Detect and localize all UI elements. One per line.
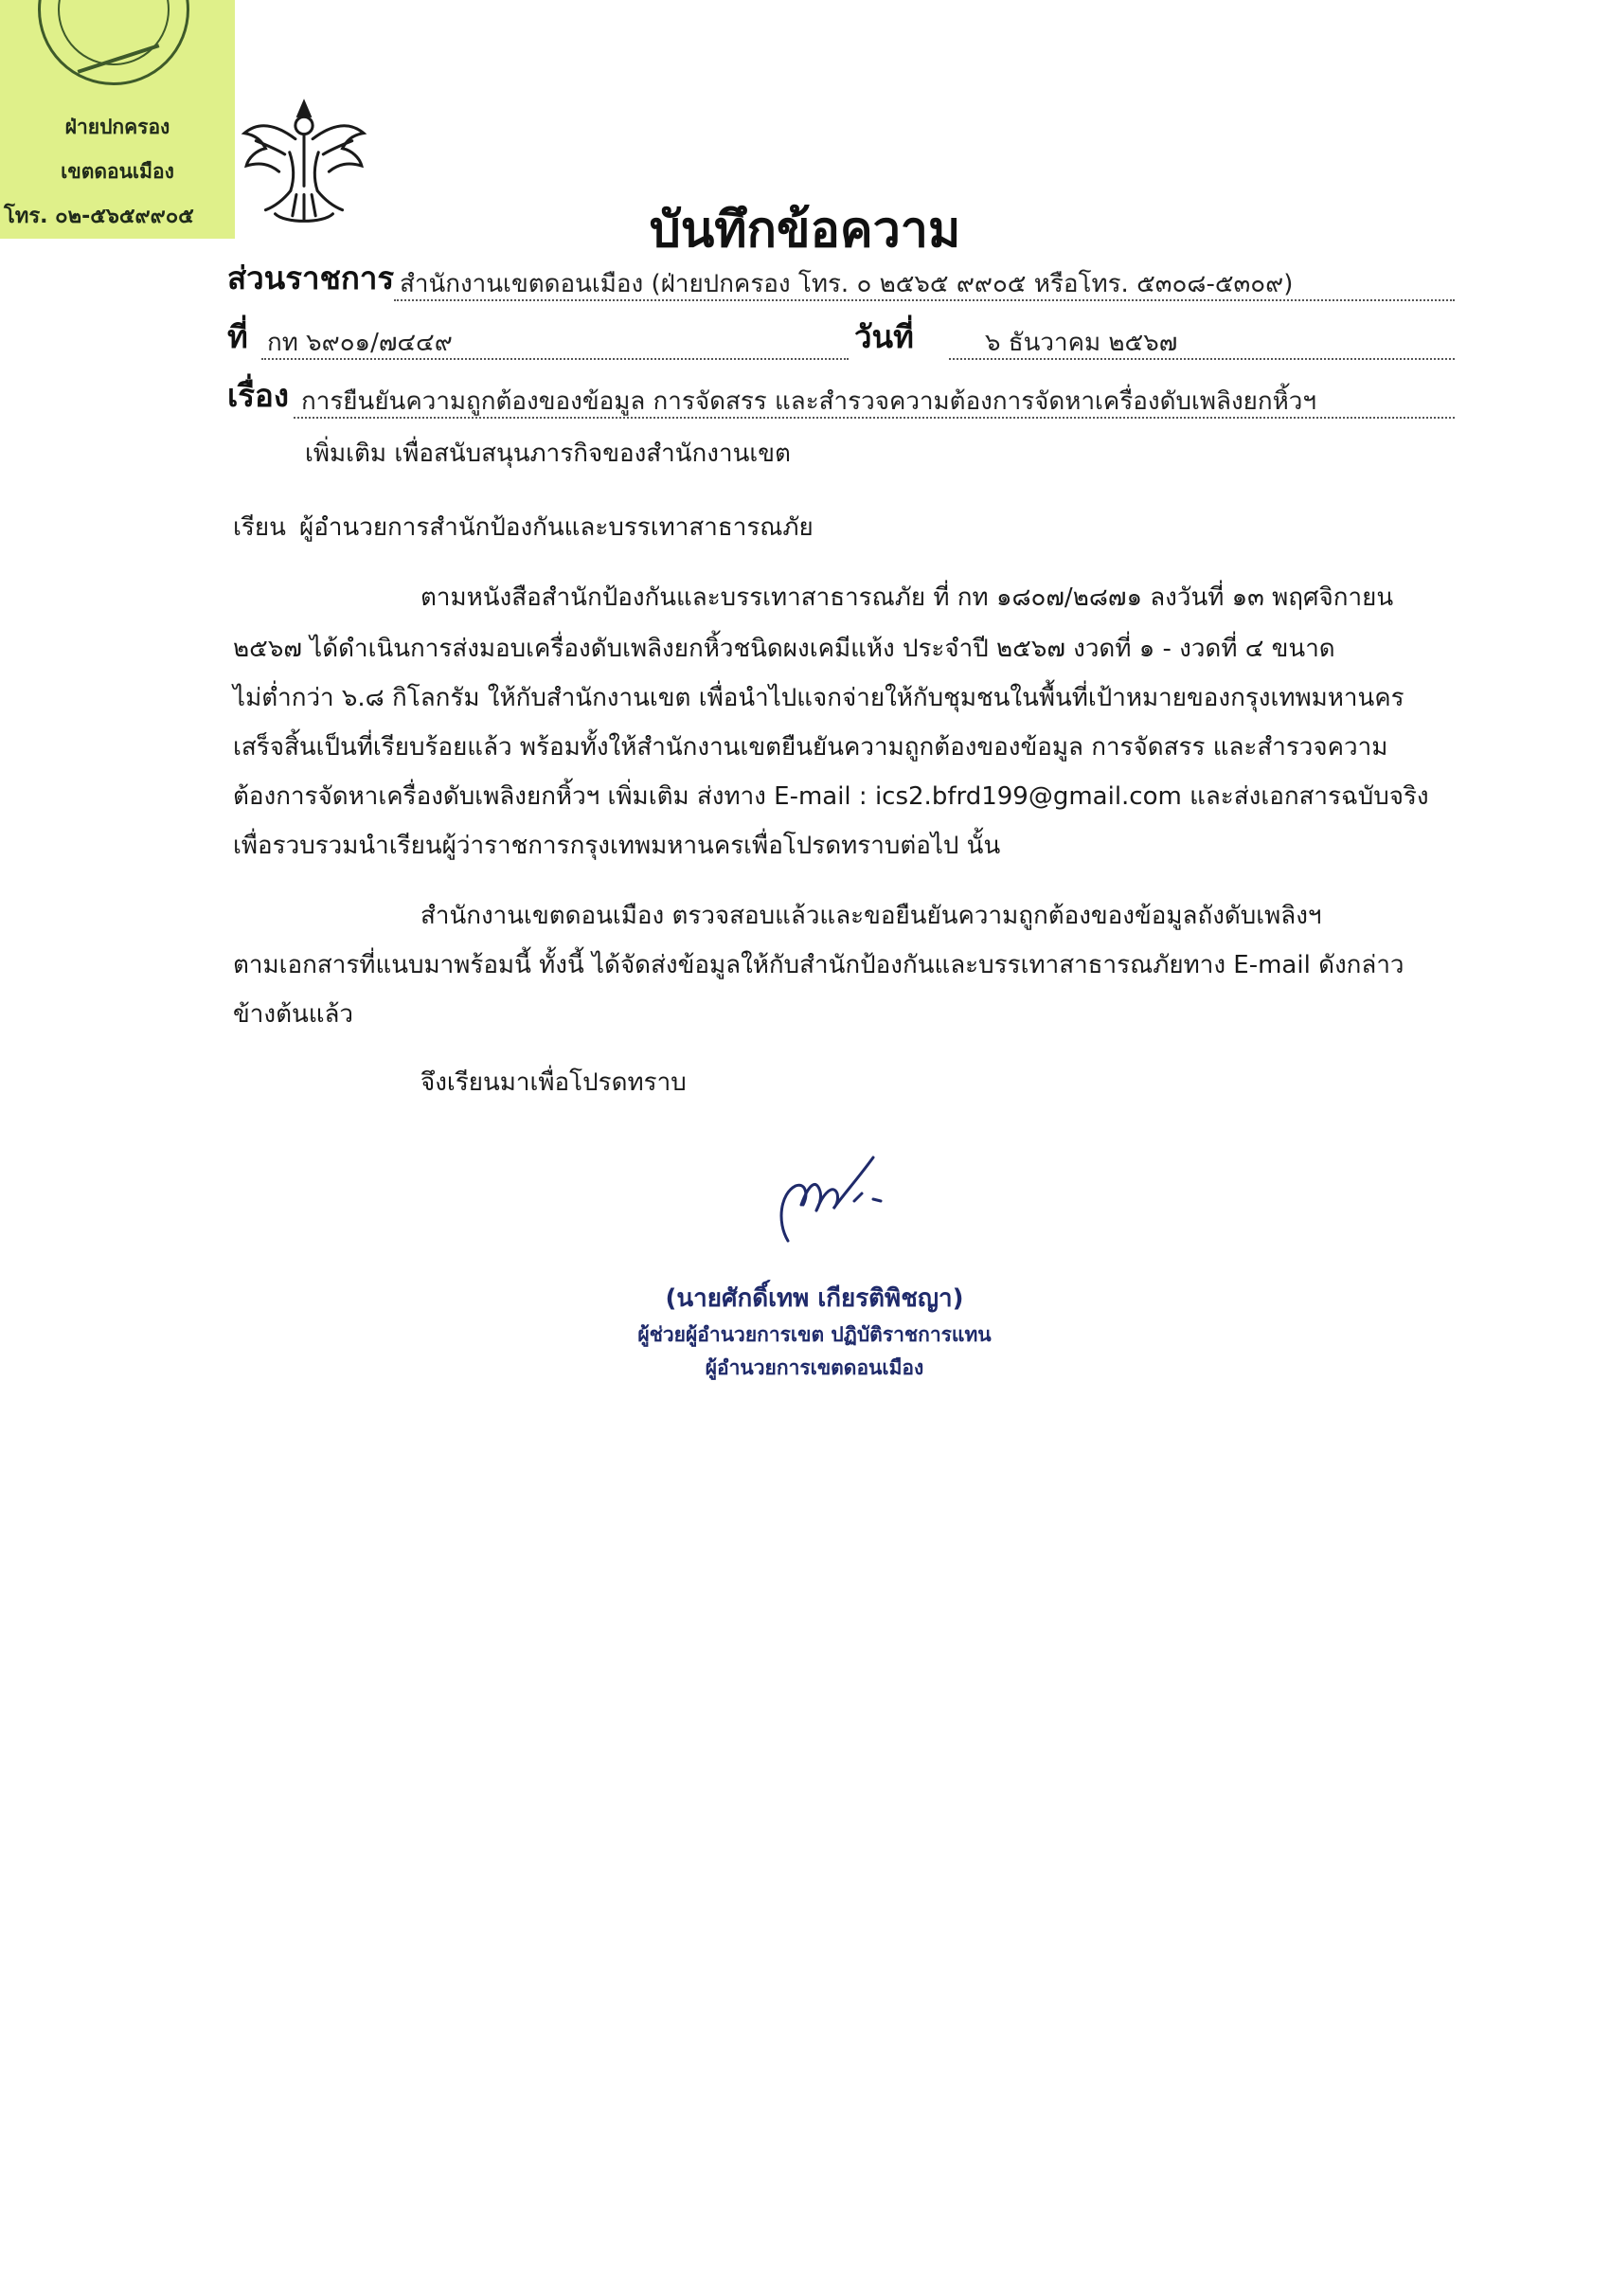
signatory-position-1: ผู้ช่วยผู้อำนวยการเขต ปฏิบัติราชการแทน bbox=[637, 1323, 992, 1346]
page-title: บันทึกข้อความ bbox=[649, 202, 961, 259]
para1-line-3: ไม่ต่ำกว่า ๖.๘ กิโลกรัม ให้กับสำนักงานเขต เพื่อนำไปแจกจ่ายให้กับชุมชนในพื้นที่เป้าหมายของกรุงเทพมหานคร bbox=[233, 684, 1404, 712]
signatory-position-2: ผู้อำนวยการเขตดอนเมือง bbox=[705, 1356, 924, 1379]
ref-label: ที่ bbox=[227, 318, 248, 355]
ref-value: กท ๖๙๐๑/๗๔๔๙ bbox=[267, 329, 453, 357]
stamp-line-2: เขตดอนเมือง bbox=[61, 160, 174, 183]
para2-line-3: ข้างต้นแล้ว bbox=[233, 1000, 354, 1029]
department-label: ส่วนราชการ bbox=[227, 260, 395, 296]
para2-line-2: ตามเอกสารที่แนบมาพร้อมนี้ ทั้งนี้ ได้จัดส่งข้อมูลให้กับสำนักป้องกันและบรรเทาสาธารณภัยทาง E-mail ดังกล่าว bbox=[233, 951, 1404, 979]
subject-label: เรื่อง bbox=[227, 377, 289, 414]
para1-line-2: ๒๕๖๗ ได้ดำเนินการส่งมอบเครื่องดับเพลิงยกหิ้วชนิดผงเคมีแห้ง ประจำปี ๒๕๖๗ งวดที่ ๑ - งวดที่ ๔ ขนาด bbox=[233, 635, 1335, 663]
date-label: วันที่ bbox=[854, 318, 914, 355]
to-label: เรียน bbox=[233, 513, 286, 542]
department-row bbox=[227, 254, 1458, 311]
department-value: สำนักงานเขตดอนเมือง (ฝ่ายปกครอง โทร. ๐ ๒๕๖๕ ๙๙๐๕ หรือโทร. ๕๓๐๘-๕๓๐๙) bbox=[400, 270, 1294, 298]
stamp-line-3: โทร. ๐๒-๕๖๕๙๙๐๕ bbox=[4, 205, 194, 228]
to-value: ผู้อำนวยการสำนักป้องกันและบรรเทาสาธารณภัย bbox=[299, 513, 814, 542]
subject-line-1: การยืนยันความถูกต้องของข้อมูล การจัดสรร และสำรวจความต้องการจัดหาเครื่องดับเพลิงยกหิ้วฯ bbox=[301, 387, 1316, 416]
ref-date-row bbox=[227, 313, 1458, 369]
para1-line-4: เสร็จสิ้นเป็นที่เรียบร้อยแล้ว พร้อมทั้งให้สำนักงานเขตยืนยันความถูกต้องของข้อมูล การจัดสรร และสำรวจความ bbox=[233, 733, 1388, 762]
para1-line-1: ตามหนังสือสำนักป้องกันและบรรเทาสาธารณภัย ที่ กท ๑๘๐๗/๒๘๗๑ ลงวันที่ ๑๓ พฤศจิกายน bbox=[420, 583, 1394, 612]
seal-icon bbox=[38, 0, 189, 85]
date-value: ๖ ธันวาคม ๒๕๖๗ bbox=[985, 329, 1178, 357]
stamp-line-1: ฝ่ายปกครอง bbox=[64, 116, 170, 138]
subject-row bbox=[227, 371, 1458, 428]
signatory-name: (นายศักดิ์เทพ เกียรติพิชญา) bbox=[665, 1284, 964, 1313]
subject-line-2: เพิ่มเติม เพื่อสนับสนุนภารกิจของสำนักงานเขต bbox=[305, 439, 791, 468]
para1-line-5: ต้องการจัดหาเครื่องดับเพลิงยกหิ้วฯ เพิ่มเติม ส่งทาง E-mail : ics2.bfrd199@gmail.com และส่งเอกสารฉบับจริง bbox=[233, 782, 1429, 811]
para2-line-1: สำนักงานเขตดอนเมือง ตรวจสอบแล้วและขอยืนยันความถูกต้องของข้อมูลถังดับเพลิงฯ bbox=[420, 902, 1322, 930]
handwritten-signature bbox=[767, 1146, 909, 1260]
closing-text: จึงเรียนมาเพื่อโปรดทราบ bbox=[420, 1068, 687, 1097]
para1-line-6: เพื่อรวบรวมนำเรียนผู้ว่าราชการกรุงเทพมหานครเพื่อโปรดทราบต่อไป นั้น bbox=[233, 832, 1001, 860]
